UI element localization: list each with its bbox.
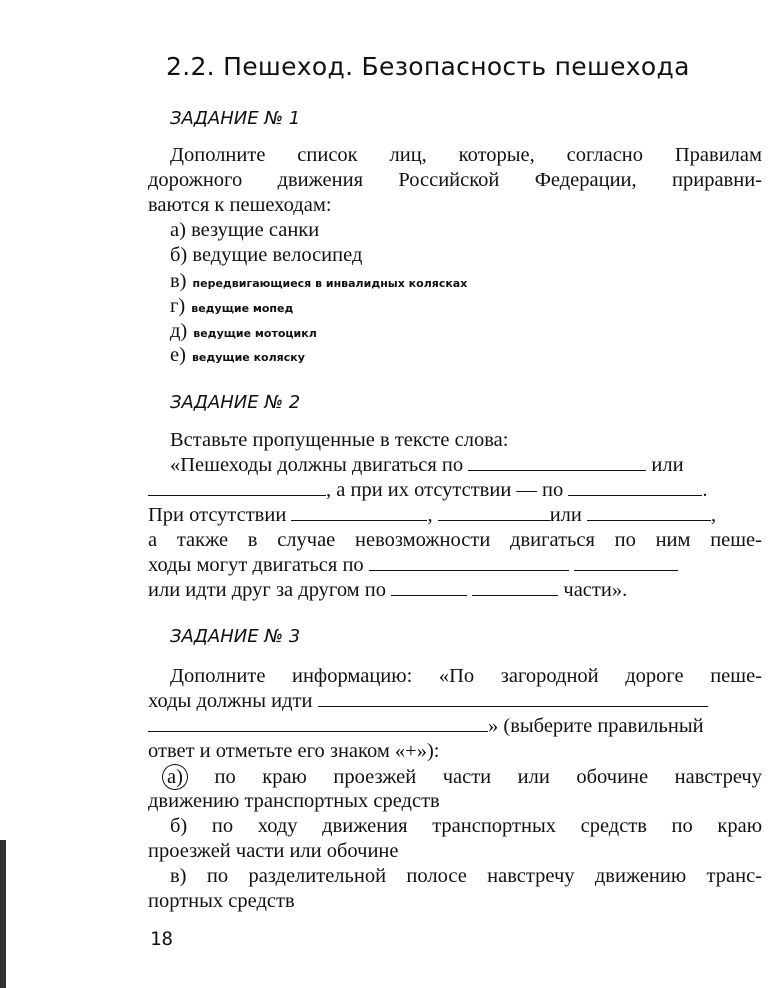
task1-answer-g	[170, 294, 293, 321]
option-text: по краю проезжей части или обочине навстречу	[214, 766, 762, 788]
task1-item-a	[170, 218, 319, 242]
selected-option-mark: а)	[162, 764, 188, 790]
task1-intro-line-1: Дополните список лиц, которые, согласно Правилам	[170, 144, 762, 166]
blank-field[interactable]	[574, 556, 678, 571]
item-text: везущие санки	[191, 219, 320, 241]
task3-line-1: Дополните информацию: «По загородной дороге пеше-	[170, 665, 762, 687]
blank-field[interactable]	[568, 481, 702, 496]
item-letter: б)	[170, 244, 188, 266]
handwritten-answer: ведущие мотоцикл	[193, 327, 317, 340]
handwritten-answer: передвигающиеся в инвалидных колясках	[192, 277, 468, 290]
task3-line-2	[148, 689, 708, 713]
option-text: по ходу движения транспортных средств по краю	[211, 815, 763, 837]
page-number: 18	[150, 928, 173, 950]
task2-heading: ЗАДАНИЕ № 2	[170, 392, 301, 413]
item-letter: д)	[170, 320, 188, 342]
text-fragment: , а при их отсутствии — по	[326, 479, 564, 501]
text-fragment: ходы должны идти	[148, 690, 313, 712]
task1-answer-d	[170, 319, 317, 346]
task1-item-b	[170, 243, 362, 267]
text-fragment: ходы могут двигаться по	[148, 554, 364, 576]
page-edge-shadow	[0, 840, 6, 988]
task1-intro-line-2: дорожного движения Российской Федерации, приравни-	[148, 169, 762, 191]
handwritten-answer: ведущие мопед	[191, 302, 294, 315]
task1-heading: ЗАДАНИЕ № 1	[170, 108, 301, 129]
text-fragment: » (выберите правильный	[488, 715, 704, 737]
option-letter: в)	[170, 865, 187, 887]
blank-field[interactable]	[391, 581, 467, 596]
option-text: по разделительной полосе навстречу движению транс-	[206, 865, 762, 887]
task2-line-3	[148, 503, 716, 527]
text-fragment: ,	[710, 504, 717, 526]
task2-line-1	[170, 453, 684, 477]
task2-line-4: а также в случае невозможности двигаться по ним пеше-	[148, 529, 762, 551]
task3-heading: ЗАДАНИЕ № 3	[170, 626, 301, 647]
blank-field[interactable]	[587, 506, 711, 521]
task3-option-v[interactable]	[170, 864, 762, 888]
task3-option-v-cont: портных средств	[148, 890, 295, 912]
item-letter: г)	[170, 295, 186, 317]
text-fragment: .	[702, 479, 708, 501]
text-fragment: или	[549, 504, 582, 526]
task1-answer-v	[170, 269, 467, 296]
task1-answer-e	[170, 343, 305, 370]
item-text: ведущие велосипед	[192, 244, 363, 266]
task3-line-4: ответ и отметьте его знаком «+»):	[148, 740, 440, 762]
blank-field[interactable]	[468, 456, 646, 471]
item-letter: е)	[170, 344, 186, 366]
task2-line-6	[148, 578, 627, 602]
text-fragment: При отсутствии	[148, 504, 287, 526]
blank-field[interactable]	[369, 556, 569, 571]
text-fragment: или	[651, 454, 684, 476]
blank-field[interactable]	[148, 481, 326, 496]
option-letter: б)	[170, 815, 188, 837]
text-fragment: «Пешеходы должны двигаться по	[170, 454, 464, 476]
task3-option-a-cont: движению транспортных средств	[148, 790, 440, 812]
blank-field[interactable]	[148, 717, 488, 732]
blank-field[interactable]	[472, 581, 558, 596]
section-title: 2.2. Пешеход. Безопасность пешехода	[166, 52, 690, 81]
task1-intro-line-3: ваются к пешеходам:	[148, 194, 332, 216]
blank-field[interactable]	[438, 506, 550, 521]
task2-intro: Вставьте пропущенные в тексте слова:	[170, 429, 509, 451]
item-letter: в)	[170, 270, 187, 292]
handwritten-answer: ведущие коляску	[191, 351, 305, 364]
item-letter: а)	[170, 219, 186, 241]
blank-field[interactable]	[291, 506, 427, 521]
task3-option-b[interactable]	[170, 814, 762, 838]
text-fragment: части».	[563, 579, 628, 601]
task3-option-a[interactable]	[167, 764, 762, 790]
text-fragment: или идти друг за другом по	[148, 579, 387, 601]
blank-field[interactable]	[318, 692, 708, 707]
task2-line-2	[148, 478, 708, 502]
task2-line-5	[148, 553, 678, 577]
task3-line-3	[148, 714, 704, 738]
task3-option-b-cont: проезжей части или обочине	[148, 840, 399, 862]
text-fragment: ,	[427, 504, 433, 526]
